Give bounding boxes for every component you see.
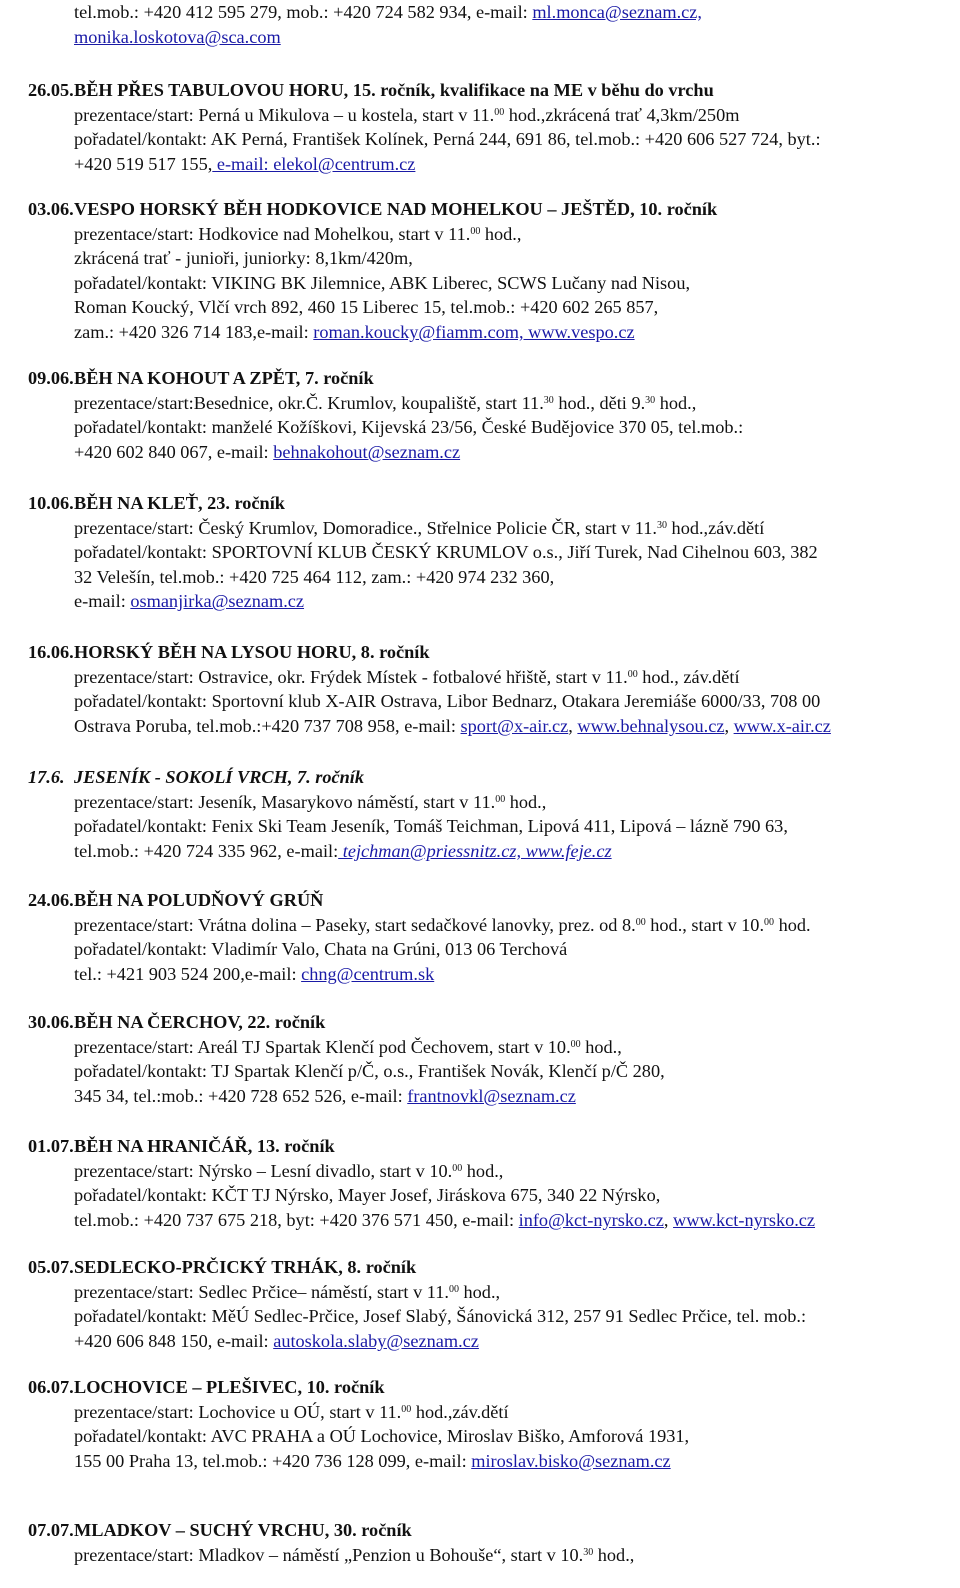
event-title: BĚH NA HRANIČÁŘ, 13. ročník xyxy=(74,1136,335,1156)
event-date: 05.07. xyxy=(28,1257,74,1277)
event-start-line: prezentace/start: Ostravice, okr. Frýdek Místek - fotbalové hřiště, start v 11.00 hod., záv.dětí xyxy=(74,666,740,687)
event-start-line: prezentace/start: Český Krumlov, Domoradice., Střelnice Policie ČR, start v 11.30 hod.,záv.dětí xyxy=(74,517,765,538)
event-start-line: prezentace/start:Besednice, okr.Č. Krumlov, koupaliště, start 11.30 hod., děti 9.30 hod., xyxy=(74,392,697,413)
event-start-line: prezentace/start: Sedlec Prčice– náměstí, start v 11.00 hod., xyxy=(74,1281,501,1302)
email-link[interactable]: miroslav.bisko@seznam.cz xyxy=(471,1450,671,1471)
email-link[interactable]: osmanjirka@seznam.cz xyxy=(130,591,305,612)
event-title: SEDLECKO-PRČICKÝ TRHÁK, 8. ročník xyxy=(74,1257,417,1277)
intro-line-2 xyxy=(74,25,954,50)
event-contact-line: zam.: +420 326 714 183,e-mail: roman.koucky@fiamm.com, www.vespo.cz xyxy=(74,321,635,342)
email-link[interactable]: ml.monca@seznam.cz, xyxy=(532,2,702,22)
event-contact-line: pořadatel/kontakt: SPORTOVNÍ KLUB ČESKÝ KRUMLOV o.s., Jiří Turek, Nad Cihelnou 603, 382 xyxy=(74,542,818,563)
event-title: VESPO HORSKÝ BĚH HODKOVICE NAD MOHELKOU – JEŠTĚD, 10. ročník xyxy=(74,199,718,219)
event-title: MLADKOV – SUCHÝ VRCHU, 30. ročník xyxy=(74,1520,412,1540)
event-contact-line: pořadatel/kontakt: VIKING BK Jilemnice, ABK Liberec, SCWS Lučany nad Nisou, xyxy=(74,272,691,293)
event-title: LOCHOVICE – PLEŠIVEC, 10. ročník xyxy=(74,1377,385,1397)
email-link[interactable]: chng@centrum.sk xyxy=(301,963,435,984)
event-start-line: prezentace/start: Mladkov – náměstí „Penzion u Bohouše“, start v 10.30 hod., xyxy=(74,1544,635,1565)
event-contact-line: pořadatel/kontakt: TJ Spartak Klenčí p/Č, o.s., František Novák, Klenčí p/Č 280, xyxy=(74,1061,665,1082)
event-contact-line: pořadatel/kontakt: MěÚ Sedlec-Prčice, Josef Slabý, Šánovická 312, 257 91 Sedlec Prčice, tel. mob.: xyxy=(74,1306,807,1327)
event-title: BĚH NA KOHOUT A ZPĚT, 7. ročník xyxy=(74,368,374,388)
event-title: BĚH NA KLEŤ, 23. ročník xyxy=(74,493,285,513)
event-title: HORSKÝ BĚH NA LYSOU HORU, 8. ročník xyxy=(74,642,430,662)
event-title: BĚH NA POLUDŇOVÝ GRÚŇ xyxy=(74,890,324,910)
email-link[interactable]: frantnovkl@seznam.cz xyxy=(407,1085,576,1106)
email-link[interactable]: roman.koucky@fiamm.com, www.vespo.cz xyxy=(313,321,635,342)
event-contact-line: pořadatel/kontakt: Vladimír Valo, Chata na Grúni, 013 06 Terchová xyxy=(74,939,568,960)
event-contact-line: +420 602 840 067, e-mail: behnakohout@seznam.cz xyxy=(74,441,461,462)
event-contact-line: +420 606 848 150, e-mail: autoskola.slaby@seznam.cz xyxy=(74,1330,479,1351)
event-date: 10.06. xyxy=(28,493,74,513)
event-contact-line: Roman Koucký, Vlčí vrch 892, 460 15 Liberec 15, tel.mob.: +420 602 265 857, xyxy=(74,297,659,318)
email-link[interactable]: info@kct-nyrsko.cz xyxy=(518,1209,664,1230)
email-link[interactable]: autoskola.slaby@seznam.cz xyxy=(273,1330,479,1351)
event-contact-line: pořadatel/kontakt: AK Perná, František Kolínek, Perná 244, 691 86, tel.mob.: +420 606 527 724, byt.: xyxy=(74,129,821,150)
event-date: 17.6. xyxy=(28,767,65,787)
event-date: 03.06. xyxy=(28,199,74,219)
event-contact-line: e-mail: osmanjirka@seznam.cz xyxy=(74,591,305,612)
website-link[interactable]: www.kct-nyrsko.cz xyxy=(673,1209,816,1230)
event-contact-line: Ostrava Poruba, tel.mob.:+420 737 708 958, e-mail: sport@x-air.cz, www.behnalysou.cz, www.x-air.cz xyxy=(74,715,831,736)
event-start-line: prezentace/start: Hodkovice nad Mohelkou, start v 11.00 hod., xyxy=(74,223,522,244)
email-link[interactable]: e-mail: elekol@centrum.cz xyxy=(212,153,416,174)
event-date: 07.07. xyxy=(28,1520,74,1540)
intro-line-1: tel.mob.: +420 412 595 279, mob.: +420 724 582 934, e-mail: ml.monca@seznam.cz, xyxy=(74,2,702,22)
email-link[interactable]: monika.loskotova@sca.com xyxy=(74,26,281,47)
website-link[interactable]: www.behnalysou.cz xyxy=(577,715,725,736)
event-contact-line: pořadatel/kontakt: KČT TJ Nýrsko, Mayer Josef, Jiráskova 675, 340 22 Nýrsko, xyxy=(74,1185,661,1206)
event-contact-line: pořadatel/kontakt: AVC PRAHA a OÚ Lochovice, Miroslav Biško, Amforová 1931, xyxy=(74,1426,690,1447)
event-start-line: prezentace/start: Jeseník, Masarykovo náměstí, start v 11.00 hod., xyxy=(74,791,547,812)
event-start-line: prezentace/start: Lochovice u OÚ, start v 11.00 hod.,záv.dětí xyxy=(74,1401,509,1422)
event-contact-line: 32 Velešín, tel.mob.: +420 725 464 112, zam.: +420 974 232 360, xyxy=(74,566,555,587)
event-start-line: prezentace/start: Nýrsko – Lesní divadlo, start v 10.00 hod., xyxy=(74,1160,504,1181)
event-date: 09.06. xyxy=(28,368,74,388)
event-contact-line: tel.mob.: +420 737 675 218, byt: +420 376 571 450, e-mail: info@kct-nyrsko.cz, www.kct-nyrsko.cz xyxy=(74,1209,816,1230)
event-title: JESENÍK - SOKOLÍ VRCH, 7. ročník xyxy=(74,767,365,787)
event-date: 01.07. xyxy=(28,1136,74,1156)
email-link[interactable]: sport@x-air.cz xyxy=(460,715,569,736)
event-title: BĚH PŘES TABULOVOU HORU, 15. ročník, kvalifikace na ME v běhu do vrchu xyxy=(74,80,714,100)
event-date: 24.06. xyxy=(28,890,74,910)
website-link[interactable]: www.x-air.cz xyxy=(733,715,831,736)
email-link[interactable]: behnakohout@seznam.cz xyxy=(273,441,461,462)
event-date: 06.07. xyxy=(28,1377,74,1397)
event-contact-line: 155 00 Praha 13, tel.mob.: +420 736 128 099, e-mail: miroslav.bisko@seznam.cz xyxy=(74,1450,671,1471)
event-info-line: zkrácená trať - junioři, juniorky: 8,1km/420m, xyxy=(74,248,413,269)
event-contact-line: tel.: +421 903 524 200,e-mail: chng@centrum.sk xyxy=(74,963,435,984)
event-contact-line: pořadatel/kontakt: Sportovní klub X-AIR Ostrava, Libor Bednarz, Otakara Jeremiáše 6000/33, 708 00 xyxy=(74,691,821,712)
event-contact-line: tel.mob.: +420 724 335 962, e-mail: tejchman@priessnitz.cz, www.feje.cz xyxy=(74,840,612,861)
event-title: BĚH NA ČERCHOV, 22. ročník xyxy=(74,1012,326,1032)
event-contact-line: 345 34, tel.:mob.: +420 728 652 526, e-mail: frantnovkl@seznam.cz xyxy=(74,1085,576,1106)
event-date: 30.06. xyxy=(28,1012,74,1032)
event-contact-line: pořadatel/kontakt: manželé Kožíškovi, Kijevská 23/56, České Budějovice 370 05, tel.mob.: xyxy=(74,417,744,438)
event-date: 16.06. xyxy=(28,642,74,662)
event-contact-line: +420 519 517 155, e-mail: elekol@centrum.cz xyxy=(74,153,416,174)
event-start-line: prezentace/start: Areál TJ Spartak Klenčí pod Čechovem, start v 10.00 hod., xyxy=(74,1036,622,1057)
email-link[interactable]: tejchman@priessnitz.cz, www.feje.cz xyxy=(338,840,612,861)
event-contact-line: pořadatel/kontakt: Fenix Ski Team Jeseník, Tomáš Teichman, Lipová 411, Lipová – lázně 790 63, xyxy=(74,816,788,837)
event-start-line: prezentace/start: Perná u Mikulova – u kostela, start v 11.00 hod.,zkrácená trať 4,3km/250m xyxy=(74,104,740,125)
event-start-line: prezentace/start: Vrátna dolina – Paseky, start sedačkové lanovky, prez. od 8.00 hod., start v 10.00 hod. xyxy=(74,914,811,935)
event-date: 26.05. xyxy=(28,80,74,100)
